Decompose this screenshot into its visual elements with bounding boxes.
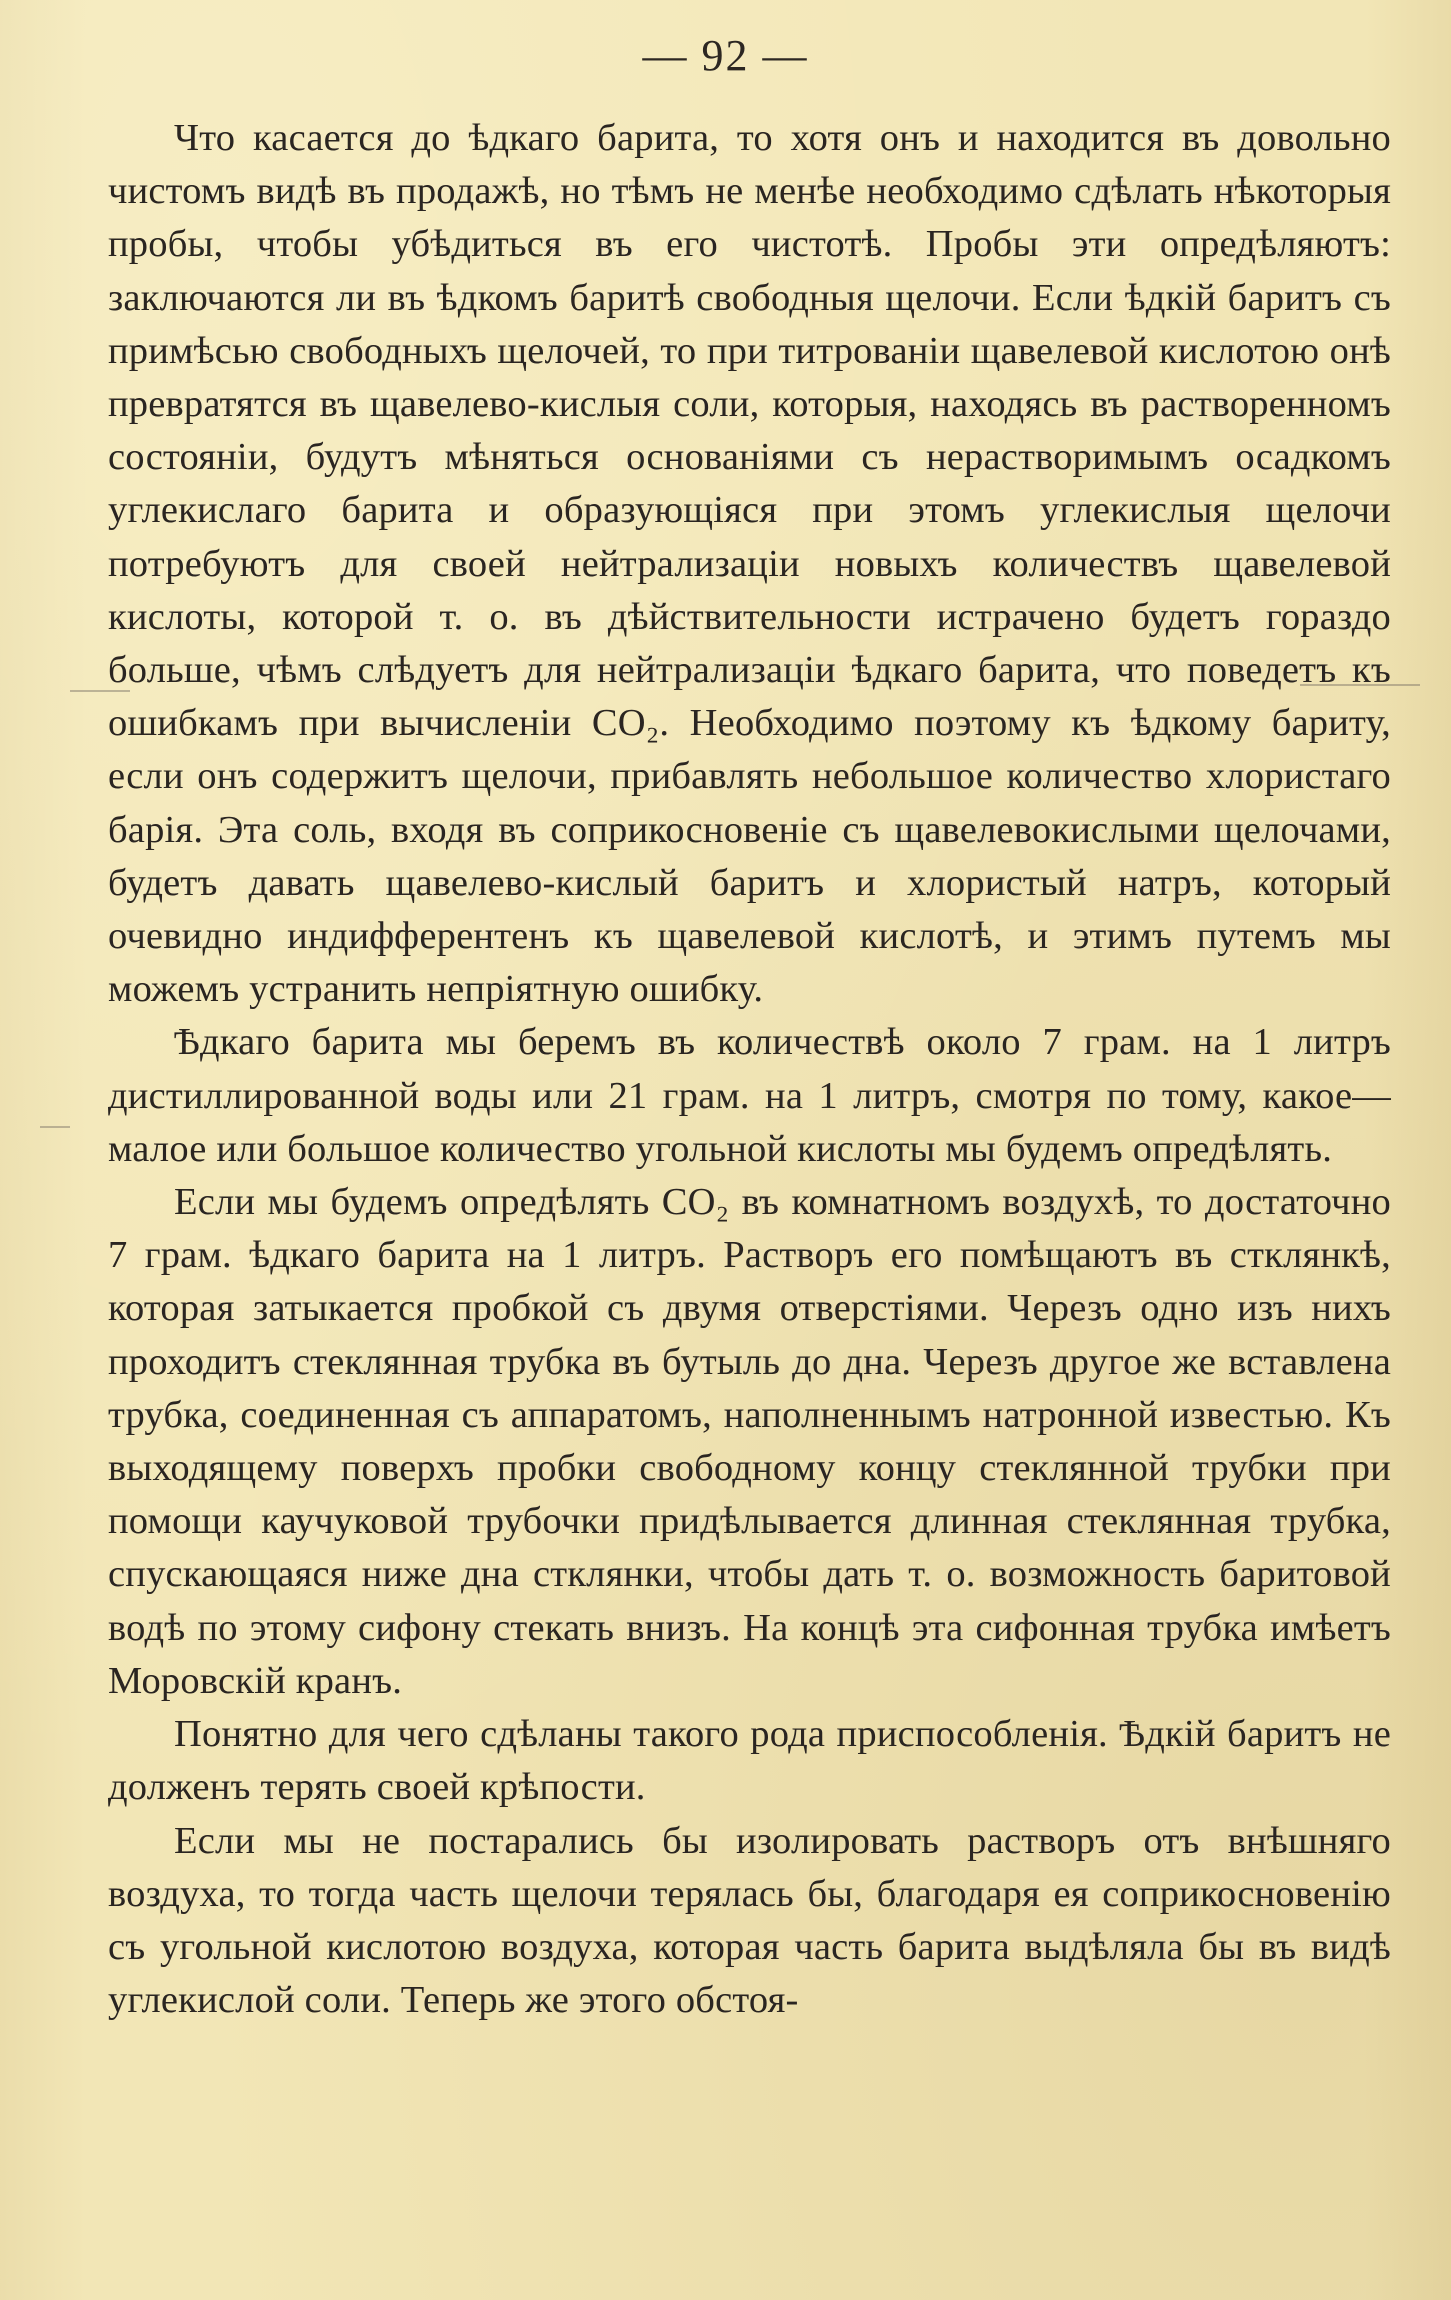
page-number: — 92 — bbox=[642, 31, 809, 80]
margin-pencil-mark bbox=[40, 1126, 70, 1128]
paragraph-2: Ѣдкаго барита мы беремъ въ количествѣ около 7 грам. на 1 литръ дистиллированной воды или 21 грам. на 1 литръ, смотря по тому, какое—малое или большое количество угольной кислоты мы будемъ опредѣлять. bbox=[108, 1021, 1391, 1170]
paragraph-1: Что касается до ѣдкаго барита, то хотя онъ и находится въ довольно чистомъ видѣ въ продажѣ, но тѣмъ не менѣе необходимо сдѣлать нѣкоторыя пробы, чтобы убѣдиться въ его чистотѣ. Пробы эти опредѣляютъ: заключаются ли въ ѣдкомъ баритѣ свободныя щелочи. Если ѣдкiй баритъ съ примѣсью свободныхъ щелочей, то при титрованiи щавелевой кислотою онѣ превратятся въ щавелево-кислыя соли, которыя, находясь въ растворенномъ состоянiи, будутъ мѣняться основанiями съ нерастворимымъ осадкомъ углекислаго барита и образующiяся при этомъ углекислыя щелочи потребуютъ для своей нейтрализацiи новыхъ количествъ щавелевой кислоты, которой т. о. въ дѣйствительности истрачено будетъ гораздо больше, чѣмъ слѣдуетъ для нейтрализацiи ѣдкаго барита, что поведетъ къ ошибкамъ при вычисленiи СО₂. Необходимо поэтому къ ѣдкому бариту, если онъ содержитъ щелочи, прибавлять небольшое количество хлористаго барiя. Эта соль, входя въ соприкосновенiе съ щавелевокислыми щелочами, будетъ давать щавелево-кислый баритъ и хлористый натръ, который очевидно индифферентенъ къ щавелевой кислотѣ, и этимъ путемъ мы можемъ устранить непрiятную ошибку. bbox=[108, 117, 1391, 1011]
margin-pencil-mark bbox=[70, 690, 130, 692]
paragraph-5: Если мы не постарались бы изолировать растворъ отъ внѣшняго воздуха, то тогда часть щелочи терялась бы, благодаря ея соприкосновенiю съ угольной кислотою воздуха, которая часть барита выдѣляла бы въ видѣ углекислой соли. Теперь же этого обстоя- bbox=[108, 1819, 1391, 2022]
paragraph-3: Если мы будемъ опредѣлять СО₂ въ комнатномъ воздухѣ, то достаточно 7 грам. ѣдкаго барита на 1 литръ. Растворъ его помѣщаютъ въ стклянкѣ, которая затыкается пробкой съ двумя отверстiями. Черезъ одно изъ нихъ проходитъ стеклянная трубка въ бутыль до дна. Черезъ другое же вставлена трубка, соединенная съ аппаратомъ, наполненнымъ натронной известью. Къ выходящему поверхъ пробки свободному концу стеклянной трубки при помощи каучуковой трубочки придѣлывается длинная стеклянная трубка, спускающаяся ниже дна стклянки, чтобы дать т. о. возможность баритовой водѣ по этому сифону стекать внизъ. На концѣ эта сифонная трубка имѣетъ Моровскiй кранъ. bbox=[108, 1181, 1391, 1702]
margin-pencil-mark bbox=[1300, 684, 1420, 686]
page-body bbox=[108, 112, 1391, 2027]
paragraph-4: Понятно для чего сдѣланы такого рода приспособленiя. Ѣдкiй баритъ не долженъ терять своей крѣпости. bbox=[108, 1713, 1391, 1809]
